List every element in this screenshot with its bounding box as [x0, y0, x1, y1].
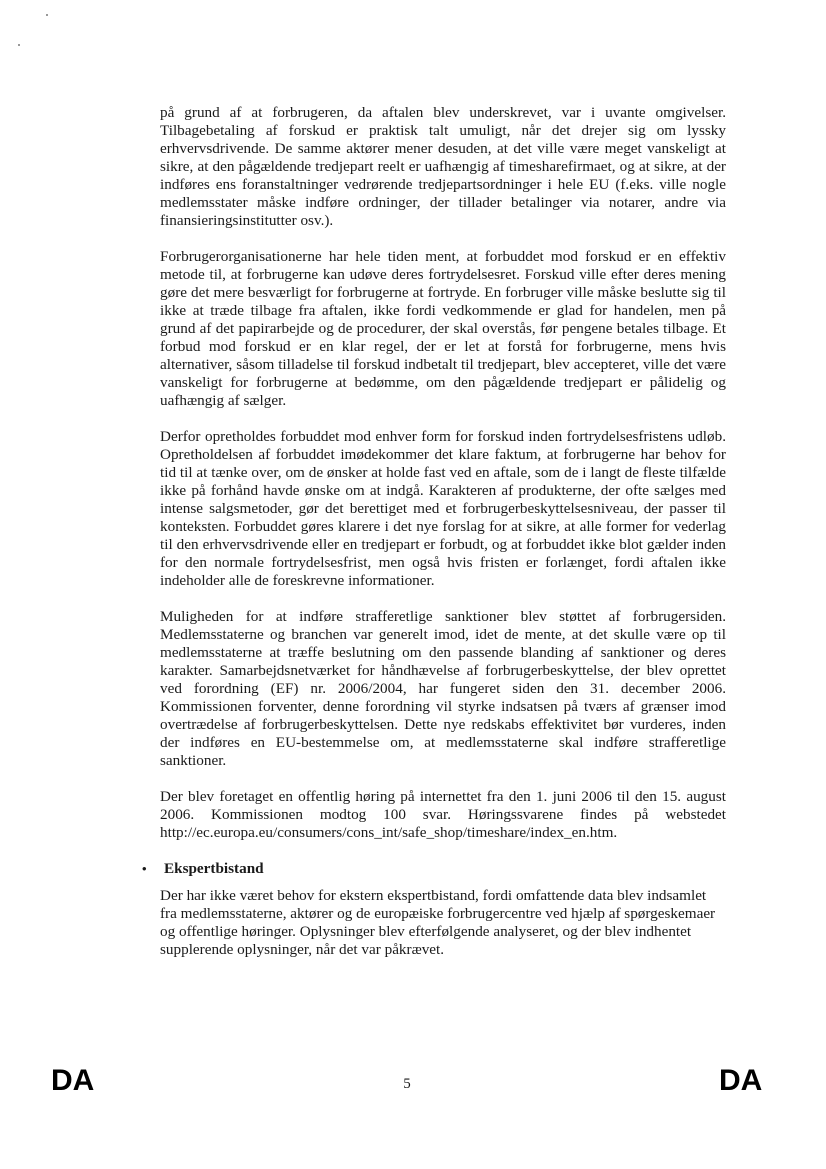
language-mark-right: DA	[719, 1064, 763, 1097]
scan-speck	[18, 44, 20, 46]
bullet-icon: •	[142, 861, 147, 876]
scan-speck	[46, 14, 48, 16]
section-heading-text: Ekspertbistand	[164, 860, 264, 877]
paragraph-3: Derfor opretholdes forbuddet mod enhver form for forskud inden fortrydelsesfristens udløb. Opretholdelsen af forbuddet imødekommer det klare faktum, at forbrugerne har behov for tid til at tænke over, om de ønsker at holde fast ved en aftale, som de i langt de fleste tilfælde ikke på forhånd havde ønske om at indgå. Karakteren af produkterne, der ofte sælges med intense salgsmetoder, gør det berettiget med et forbrugerbeskyttelsesniveau, der passer til konteksten. Forbuddet gøres klarere i det nye forslag for at sikre, at alle former for vederlag til den erhvervsdrivende eller en tredjepart er forbudt, og at forbuddet ikke blot gælder inden for den normale fortrydelsesfrist, men også hvis fristen er forlænget, fordi aftalen ikke indeholder alle de foreskrevne informationer.	[160, 428, 726, 589]
language-mark-left: DA	[51, 1064, 95, 1097]
paragraph-2: Forbrugerorganisationerne har hele tiden ment, at forbuddet mod forskud er en effektiv metode til, at forbrugerne kan udøve deres fortrydelsesret. Forskud ville efter deres mening gøre det mere besværligt for forbrugerne at fortryde. En forbruger ville måske beslutte sig til ikke at træde tilbage fra aftalen, ikke fordi vedkommende er glad for handelen, men på grund af det papirarbejde og de procedurer, der skal overstås, før pengene betales tilbage. Et forbud mod forskud er en klar regel, der er let at forstå for forbrugerne, mens hvis alternativer, såsom tilladelse til forskud indbetalt til tredjepart, blev accepteret, ville det være vanskeligt for forbrugerne at bedømme, om den pågældende tredjepart er pålidelig og uafhængig af sælger.	[160, 248, 726, 409]
paragraph-1: på grund af at forbrugeren, da aftalen blev underskrevet, var i uvante omgivelser. Tilbagebetaling af forskud er praktisk talt umuligt, når det drejer sig om lyssky erhvervsdrivende. De samme aktører mener desuden, at det ville være meget vanskeligt at sikre, at den pågældende tredjepart reelt er uafhængig af timesharefirmaet, og at sikre, at der indføres ens foranstaltninger vedrørende tredjepartsordninger i hele EU (f.eks. ville nogle medlemsstater måske indføre ordninger, der tillader betalinger via notarer, andre via finansieringsinstitutter osv.).	[160, 104, 726, 229]
page-number-text: 5	[403, 1076, 411, 1092]
section-heading-ekspertbistand	[142, 860, 726, 878]
paragraph-4: Muligheden for at indføre strafferetlige sanktioner blev støttet af forbrugersiden. Medlemsstaterne og branchen var generelt imod, idet de mente, at det skulle være op til medlemsstaterne at træffe beslutning om den passende blanding af sanktioner og deres karakter. Samarbejdsnetværket for håndhævelse af forbrugerbeskyttelse, der blev oprettet ved forordning (EF) nr. 2006/2004, har fungeret siden den 31. december 2006. Kommissionen forventer, denne forordning vil styrke indsatsen på tværs af grænser imod overtrædelse af forbrugerbeskyttelsen. Dette nye redskabs effektivitet bør vurderes, inden der indføres en EU-bestemmelse om, at medlemsstaterne skal indføre strafferetlige sanktioner.	[160, 608, 726, 769]
paragraph-5: Der blev foretaget en offentlig høring på internettet fra den 1. juni 2006 til den 15. august 2006. Kommissionen modtog 100 svar. Høringssvarene findes på webstedet http://ec.europa.eu/consumers/cons_int/safe_shop/timeshare/index_en.htm.	[160, 788, 726, 841]
document-body	[142, 104, 726, 977]
section-body: Der har ikke været behov for ekstern ekspertbistand, fordi omfattende data blev indsamlet fra medlemsstaterne, aktører og de europæiske forbrugercentre ved hjælp af spørgeskemaer og offentlige høringer. Oplysninger blev efterfølgende analyseret, og der blev indhentet supplerende oplysninger, når det var påkrævet.	[160, 887, 716, 958]
page-number	[0, 1076, 826, 1093]
